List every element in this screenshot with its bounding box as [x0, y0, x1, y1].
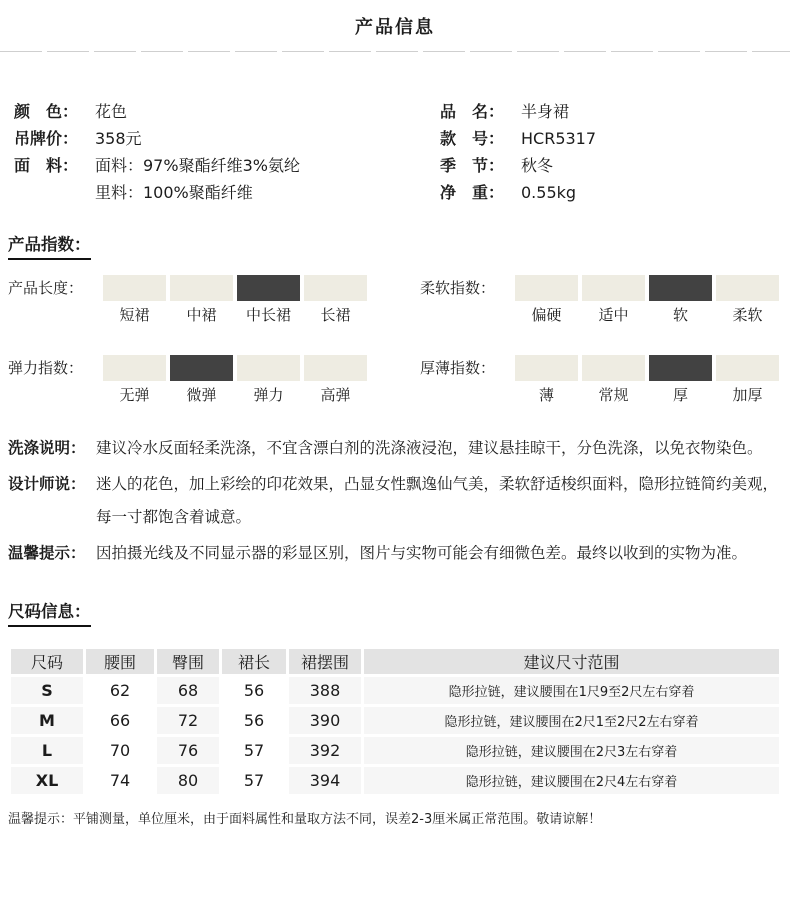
cell-waist: 62 [86, 677, 154, 704]
attr-value: 半身裙 [521, 102, 570, 121]
cell-hem: 390 [289, 707, 361, 734]
table-row [11, 707, 779, 734]
index-option-label: 柔软 [732, 306, 763, 324]
index-option-label: 加厚 [732, 385, 763, 404]
index-bar [304, 355, 367, 381]
attr-label: 净 重： [440, 183, 505, 202]
cell-suggestion: 隐形拉链，建议腰围在2尺1至2尺2左右穿着 [364, 707, 779, 734]
index-option [103, 275, 166, 326]
index-bar [582, 355, 645, 381]
index-option [649, 355, 712, 406]
index-option [103, 355, 166, 406]
note-label: 温馨提示： [8, 544, 86, 562]
note-text: 建议冷水反面轻柔洗涤，不宜含漂白剂的洗涤液浸泡，建议悬挂晾干，分色洗涤，以免衣物染色。 [96, 439, 763, 457]
cell-hip: 76 [157, 737, 219, 764]
index-bar-selected [170, 355, 233, 381]
index-option-label: 偏硬 [531, 306, 562, 324]
index-row-softness [420, 275, 783, 326]
index-option [237, 275, 300, 326]
index-bars [515, 355, 783, 406]
index-option [716, 355, 779, 406]
attr-row-fabric [14, 152, 440, 179]
cell-size: L [11, 737, 83, 764]
index-option [237, 355, 300, 406]
size-table-header-row [11, 649, 779, 674]
col-header-waist: 腰围 [86, 649, 154, 674]
attr-label: 吊牌价： [14, 129, 79, 148]
attr-label [14, 179, 82, 206]
index-bar [716, 275, 779, 301]
index-option [515, 355, 578, 406]
attr-value: 秋冬 [521, 156, 554, 175]
cell-length: 56 [222, 677, 286, 704]
index-option-label: 薄 [538, 385, 554, 404]
index-bar [515, 355, 578, 381]
size-section-heading: 尺码信息： [8, 598, 91, 627]
note-washing [8, 432, 782, 465]
page-title: 产品信息 [355, 17, 435, 38]
index-bars [103, 275, 371, 326]
index-bar [103, 275, 166, 301]
attr-row-weight [440, 179, 790, 206]
index-option-label: 短裙 [119, 306, 150, 324]
note-label: 设计师说： [8, 475, 86, 493]
attr-row-color [14, 98, 440, 125]
index-row-label: 柔软指数： [420, 279, 496, 297]
index-option [582, 355, 645, 406]
index-row-thickness [420, 355, 783, 406]
cell-hem: 388 [289, 677, 361, 704]
index-option-label: 厚 [672, 385, 688, 404]
index-option-label: 高弹 [320, 385, 351, 404]
cell-waist: 74 [86, 767, 154, 794]
col-header-length: 裙长 [222, 649, 286, 674]
cell-hem: 394 [289, 767, 361, 794]
index-row-label: 厚薄指数： [420, 358, 496, 377]
attr-label: 季 节： [440, 156, 505, 175]
attr-value: 358元 [95, 129, 142, 148]
cell-size: M [11, 707, 83, 734]
index-option-label: 中裙 [186, 306, 217, 324]
col-header-size: 尺码 [11, 649, 83, 674]
cell-suggestion: 隐形拉链，建议腰围在2尺4左右穿着 [364, 767, 779, 794]
index-bar [716, 355, 779, 381]
attr-value: 面料：97%聚酯纤维3%氨纶 [95, 156, 300, 175]
index-option [515, 275, 578, 326]
col-header-hem: 裙摆围 [289, 649, 361, 674]
attr-value: 里料：100%聚酯纤维 [95, 183, 253, 202]
index-option [716, 275, 779, 326]
notes-section [0, 432, 782, 570]
index-option [170, 355, 233, 406]
attribute-column-right [440, 98, 790, 206]
index-option-label: 常规 [598, 385, 629, 404]
attr-value: 花色 [95, 102, 128, 121]
note-reminder [8, 537, 782, 570]
attr-row-style-no [440, 125, 790, 152]
index-row-elasticity [8, 355, 420, 406]
cell-hip: 72 [157, 707, 219, 734]
index-bars [103, 355, 371, 406]
col-header-hip: 臀围 [157, 649, 219, 674]
index-row-length [8, 275, 420, 326]
attr-label: 面 料： [14, 156, 79, 175]
index-row-label: 弹力指数： [8, 358, 84, 377]
col-header-suggestion: 建议尺寸范围 [364, 649, 779, 674]
cell-size: S [11, 677, 83, 704]
index-option-label: 长裙 [320, 306, 351, 324]
index-bar-selected [649, 355, 712, 381]
index-row-label: 产品长度： [8, 279, 84, 297]
attr-label: 款 号： [440, 129, 505, 148]
attr-value: HCR5317 [521, 129, 597, 148]
table-row [11, 677, 779, 704]
index-bars [515, 275, 783, 326]
attribute-section [0, 52, 790, 206]
cell-hem: 392 [289, 737, 361, 764]
index-option [304, 275, 367, 326]
cell-waist: 70 [86, 737, 154, 764]
index-option-label: 微弹 [186, 385, 217, 404]
index-bar [515, 275, 578, 301]
index-option-label: 弹力 [253, 385, 284, 404]
index-option-label: 软 [672, 306, 688, 324]
size-footnote: 温馨提示：平铺测量，单位厘米，由于面料属性和量取方法不同，误差2-3厘米属正常范围。敬请谅解！ [8, 812, 602, 827]
attr-row-lining [14, 179, 440, 206]
cell-waist: 66 [86, 707, 154, 734]
note-label: 洗涤说明： [8, 439, 86, 457]
index-section-heading: 产品指数： [8, 231, 91, 260]
cell-length: 57 [222, 767, 286, 794]
cell-length: 57 [222, 737, 286, 764]
index-bar [237, 355, 300, 381]
attr-label: 颜 色： [14, 102, 79, 121]
index-bar [582, 275, 645, 301]
index-option [582, 275, 645, 326]
index-bar-selected [237, 275, 300, 301]
index-bar [103, 355, 166, 381]
attr-value: 0.55kg [521, 183, 577, 202]
table-row [11, 767, 779, 794]
cell-suggestion: 隐形拉链，建议腰围在2尺3左右穿着 [364, 737, 779, 764]
index-bar-selected [649, 275, 712, 301]
index-grid [0, 260, 790, 405]
index-option [649, 275, 712, 326]
index-option-label: 无弹 [119, 385, 150, 404]
table-row [11, 737, 779, 764]
cell-hip: 68 [157, 677, 219, 704]
size-table [8, 646, 782, 797]
attr-row-price [14, 125, 440, 152]
cell-length: 56 [222, 707, 286, 734]
note-designer [8, 468, 782, 534]
index-bar [170, 275, 233, 301]
note-text: 迷人的花色，加上彩绘的印花效果，凸显女性飘逸仙气美，柔软舒适梭织面料，隐形拉链简约美观，每一寸都饱含着诚意。 [96, 475, 779, 526]
attr-row-name [440, 98, 790, 125]
index-option [170, 275, 233, 326]
cell-size: XL [11, 767, 83, 794]
attribute-column-left [14, 98, 440, 206]
attr-row-season [440, 152, 790, 179]
index-option-label: 中长裙 [245, 306, 291, 324]
cell-suggestion: 隐形拉链，建议腰围在1尺9至2尺左右穿着 [364, 677, 779, 704]
index-option [304, 355, 367, 406]
cell-hip: 80 [157, 767, 219, 794]
index-option-label: 适中 [598, 306, 629, 324]
note-text: 因拍摄光线及不同显示器的彩显区别，图片与实物可能会有细微色差。最终以收到的实物为准。 [96, 544, 748, 562]
attr-label: 品 名： [440, 102, 505, 121]
index-bar [304, 275, 367, 301]
